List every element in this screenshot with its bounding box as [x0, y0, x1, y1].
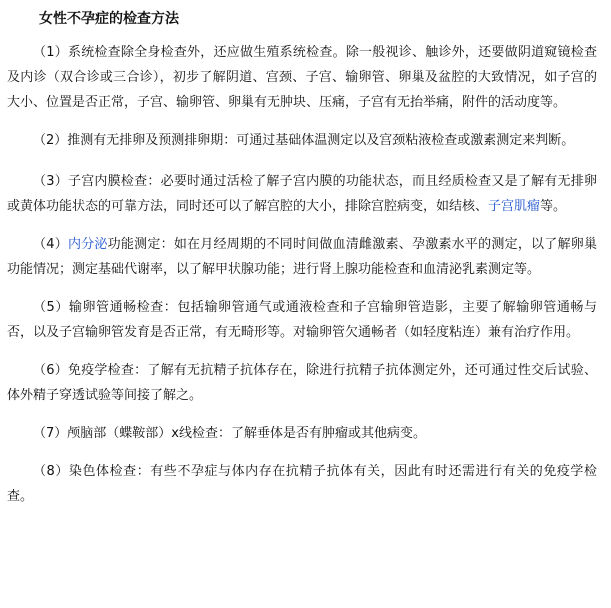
uterine-fibroid-link[interactable]: 子宫肌瘤 — [488, 199, 541, 214]
paragraph-3-text: （3）子宫内膜检查：必要时通过活检了解子宫内膜的功能状态，而且经质检查又是了解有无排卵或黄体功能状态的可靠方法，同时还可以了解宫腔的大小，排除宫腔病变，如结核、 — [7, 174, 597, 214]
paragraph-5: （5）输卵管通畅检查：包括输卵管通气或通液检查和子宫输卵管造影，主要了解输卵管通畅与否，以及子宫输卵管发育是否正常，有无畸形等。对输卵管欠通畅者（如轻度粘连）兼有治疗作用。 — [7, 300, 597, 340]
paragraph-1: （1）系统检查除全身检查外，还应做生殖系统检查。除一般视诊、触诊外，还要做阴道窥镜检查及内诊（双合诊或三合诊），初步了解阴道、宫颈、子宫、输卵管、卵巢及盆腔的大致情况，如子宫的大小、位置是否正常，子宫、输卵管、卵巢有无肿块、压痛，子宫有无抬举痛，附件的活动度等。 — [7, 45, 597, 110]
paragraph-3-tail: 等。 — [540, 199, 567, 214]
article-title: 女性不孕症的检查方法 — [39, 11, 179, 27]
endocrine-link[interactable]: 内分泌 — [67, 237, 108, 252]
paragraph-6: （6）免疫学检查：了解有无抗精子抗体存在，除进行抗精子抗体测定外，还可通过性交后试验、体外精子穿透试验等间接了解之。 — [7, 363, 597, 403]
paragraph-3 — [7, 169, 597, 219]
paragraph-2: （2）推测有无排卵及预测排卵期：可通过基础体温测定以及宫颈粘液检查或激素测定来判断。 — [33, 133, 575, 148]
paragraph-4 — [7, 232, 597, 282]
paragraph-4-prefix: （4） — [33, 237, 68, 252]
paragraph-7: （7）颅脑部（蝶鞍部）x线检查：了解垂体是否有肿瘤或其他病变。 — [33, 426, 426, 441]
article — [0, 9, 611, 608]
paragraph-8: （8）染色体检查：有些不孕症与体内存在抗精子抗体有关，因此有时还需进行有关的免疫学检查。 — [7, 464, 597, 504]
paragraph-4-text: 功能测定：如在月经周期的不同时间做血清雌激素、孕激素水平的测定，以了解卵巢功能情况；测定基础代谢率，以了解甲状腺功能；进行肾上腺功能检查和血清泌乳素测定等。 — [7, 237, 597, 277]
